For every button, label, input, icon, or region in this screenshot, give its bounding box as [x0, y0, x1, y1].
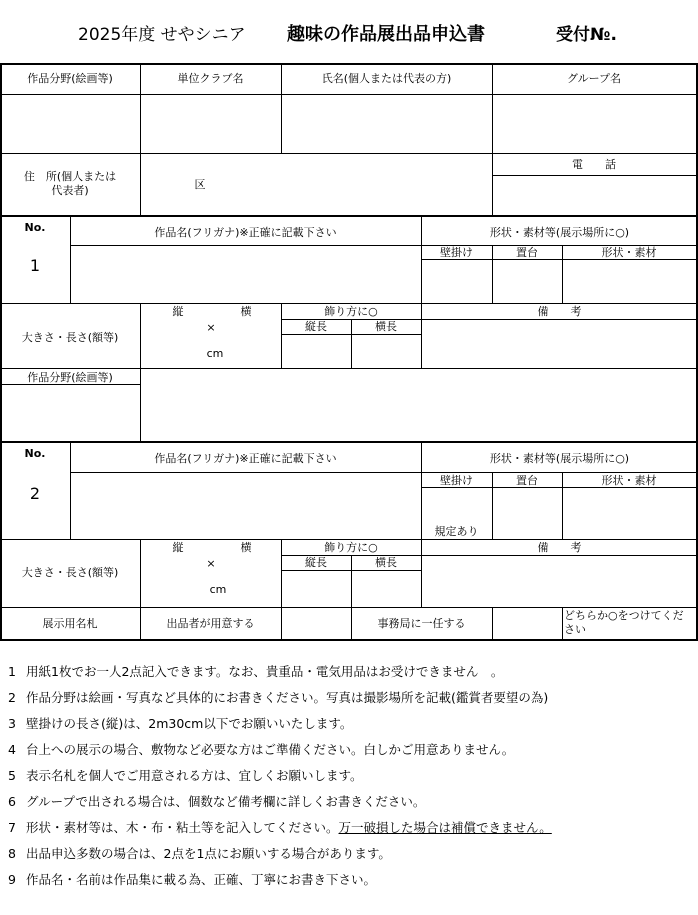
- entry2-no-label: No.: [24, 447, 46, 460]
- entry2-stand-option[interactable]: 置台: [516, 474, 538, 487]
- ward-label: 区: [194, 178, 206, 191]
- category-field[interactable]: [2, 95, 139, 152]
- entry1-stand-option[interactable]: 置台: [516, 246, 538, 259]
- application-form-table: [0, 63, 698, 641]
- note-item: 1 用紙1枚でお一人2点記入できます。なお、貴重品・電気用品はお受けできません 。: [8, 664, 504, 679]
- nameplate-self-option[interactable]: 出品者が用意する: [166, 617, 255, 630]
- entry1-portrait-option[interactable]: 縦長: [305, 320, 327, 333]
- note-item: 3 壁掛けの長さ(縦)は、2m30cm以下でお願いいたします。: [8, 716, 353, 731]
- entry1-size-label: 大きさ・長さ(額等): [21, 331, 119, 344]
- entry1-times-sign: ×: [206, 321, 216, 334]
- entry1-remarks-label: 備 考: [537, 305, 582, 318]
- note-item: 5 表示名札を個人でご用意される方は、宜しくお願いします。: [8, 768, 363, 783]
- entry1-horizontal-label: 横: [240, 305, 252, 318]
- header-category: 作品分野(絵画等): [27, 72, 113, 85]
- entry2-times-sign: ×: [206, 557, 216, 570]
- note-item: 7 形状・素材等は、木・布・粘土等を記入してください。万一破損した場合は補償できません。: [8, 820, 552, 835]
- entry1-remarks-field[interactable]: [422, 320, 695, 367]
- nameplate-instruction-line1: どちらか○をつけてくだ: [564, 609, 684, 622]
- nameplate-self-check[interactable]: [282, 608, 350, 638]
- note-item: 6 グループで出される場合は、個数など備考欄に詳しくお書きください。: [8, 794, 426, 809]
- note-item: 4 台上への展示の場合、敷物など必要な方はご準備ください。白しかご用意ありません。: [8, 742, 515, 757]
- entry2-horizontal-label: 横: [240, 541, 252, 554]
- entry1-category-label: 作品分野(絵画等): [27, 371, 113, 384]
- entry2-vertical-label: 縦: [172, 541, 184, 554]
- col-divider: [140, 539, 141, 607]
- entry2-display-label: 飾り方に○: [324, 541, 378, 554]
- row-divider: [0, 215, 698, 217]
- phone-label: 電 話: [572, 158, 616, 171]
- nameplate-label: 展示用名札: [42, 617, 98, 630]
- entry1-work-name-field[interactable]: [71, 246, 420, 302]
- entry2-shape-label: 形状・素材: [601, 474, 657, 487]
- entry1-display-label: 飾り方に○: [324, 305, 378, 318]
- title-year: 2025年度 せやシニア: [78, 25, 246, 45]
- entry1-number: 1: [29, 256, 41, 275]
- club-field[interactable]: [141, 95, 280, 152]
- row-divider: [0, 368, 698, 369]
- form-title: [0, 20, 698, 48]
- entry2-rule-note: 規定あり: [434, 525, 479, 538]
- address-label-line2: 代表者): [51, 184, 89, 197]
- col-divider: [140, 368, 141, 441]
- entry2-cm-unit: cm: [209, 583, 227, 596]
- header-club: 単位クラブ名: [177, 72, 244, 85]
- entry1-wall-option[interactable]: 壁掛け: [440, 246, 473, 259]
- entry1-landscape-option[interactable]: 横長: [375, 320, 397, 333]
- header-group: グループ名: [566, 72, 622, 85]
- row-divider: [0, 303, 698, 304]
- entry2-shape-material-label: 形状・素材等(展示場所に○): [489, 452, 630, 465]
- entry1-shape-label: 形状・素材: [601, 246, 657, 259]
- receipt-number-label: 受付№.: [556, 25, 617, 45]
- entry1-vertical-label: 縦: [172, 305, 184, 318]
- address-label-line1: 住 所(個人または: [23, 170, 117, 183]
- entry2-work-name-field[interactable]: [71, 473, 420, 538]
- nameplate-office-option[interactable]: 事務局に一任する: [377, 617, 466, 630]
- name-field[interactable]: [282, 95, 491, 152]
- entry1-cm-unit: cm: [206, 347, 224, 360]
- table-border: [0, 639, 698, 641]
- table-border: [0, 63, 698, 65]
- entry2-number: 2: [29, 484, 41, 503]
- entry2-remarks-field[interactable]: [422, 556, 695, 606]
- entry1-work-name-label: 作品名(フリガナ)※正確に記載下さい: [154, 226, 337, 239]
- row-divider: [0, 441, 698, 443]
- nameplate-instruction-line2: さい: [564, 623, 586, 636]
- entry2-work-name-label: 作品名(フリガナ)※正確に記載下さい: [154, 452, 337, 465]
- entry1-category-field[interactable]: [2, 385, 139, 440]
- entry2-portrait-option[interactable]: 縦長: [305, 556, 327, 569]
- entry1-no-label: No.: [24, 221, 46, 234]
- note-item: 8 出品申込多数の場合は、2点を1点にお願いする場合があります。: [8, 846, 391, 861]
- title-main: 趣味の作品展出品申込書: [287, 24, 485, 45]
- entry2-landscape-option[interactable]: 横長: [375, 556, 397, 569]
- group-field[interactable]: [493, 95, 695, 152]
- note-item: 2 作品分野は絵画・写真など具体的にお書きください。写真は撮影場所を記載(鑑賞者要望の為): [8, 690, 549, 705]
- header-name: 氏名(個人または代表の方): [321, 72, 452, 85]
- row-divider: [0, 539, 698, 540]
- nameplate-office-check[interactable]: [493, 608, 561, 638]
- entry2-size-label: 大きさ・長さ(額等): [21, 566, 119, 579]
- note-item: 9 作品名・名前は作品集に載る為、正確、丁寧にお書き下さい。: [8, 872, 377, 887]
- note-warning-underlined: 万一破損した場合は補償できません。: [338, 820, 552, 835]
- phone-field[interactable]: [493, 176, 695, 214]
- entry2-remarks-label: 備 考: [537, 541, 582, 554]
- entry1-shape-material-label: 形状・素材等(展示場所に○): [489, 226, 630, 239]
- col-divider: [140, 303, 141, 368]
- entry2-wall-option[interactable]: 壁掛け: [440, 474, 473, 487]
